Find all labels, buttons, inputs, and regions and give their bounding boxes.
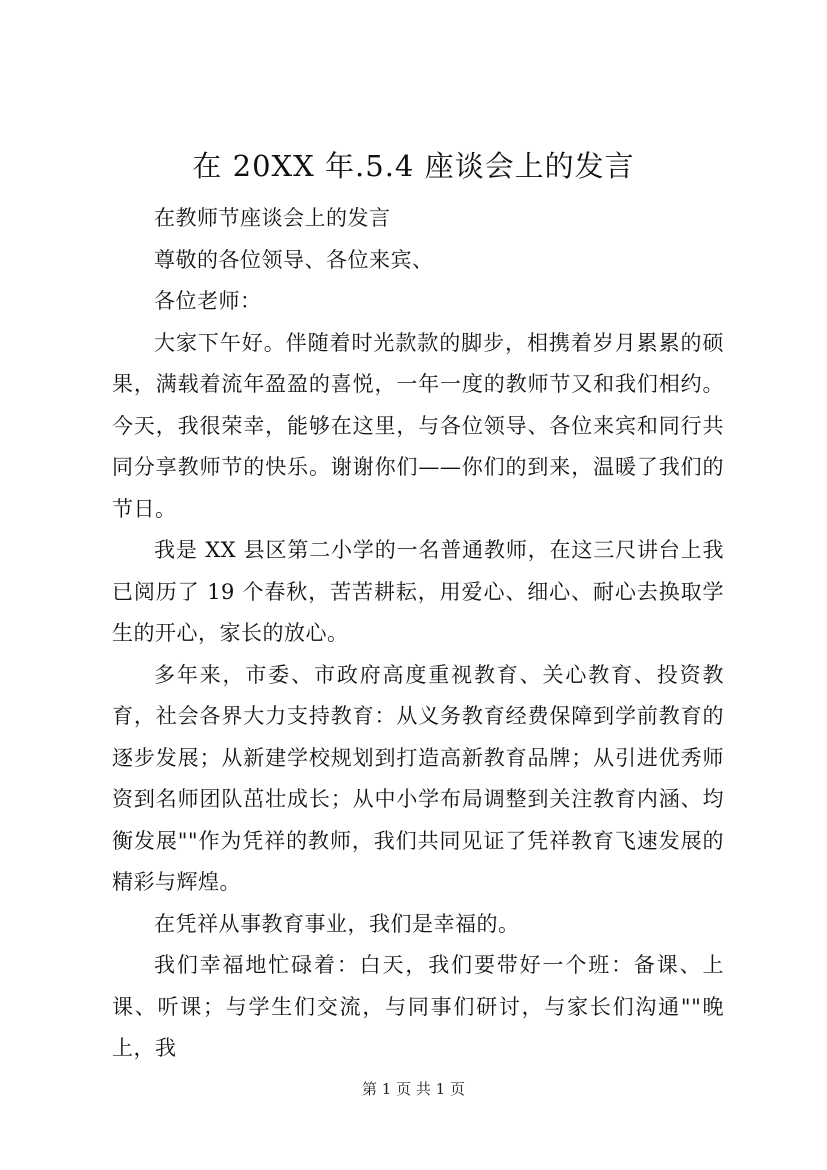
- paragraph-subtitle: 在教师节座谈会上的发言: [154, 206, 391, 230]
- paragraph-salutation-2: 各位老师：: [154, 289, 262, 313]
- paragraph: 我们幸福地忙碌着：白天，我们要带好一个班：备课、上课、听课；与学生们交流，与同事们研讨，与家长们沟通""晚上，我: [112, 953, 724, 1060]
- page-footer: 第 1 页 共 1 页: [362, 1080, 465, 1098]
- paragraph-salutation: 尊敬的各位领导、各位来宾、: [154, 247, 434, 272]
- paragraph: 多年来，市委、市政府高度重视教育、关心教育、投资教育，社会各界大力支持教育：从义务教育经费保障到学前教育的逐步发展；从新建学校规划到打造高新教育品牌；从引进优秀师资到名师团队茁壮成长；从中小学布局调整到关注教育内涵、均衡发展""作为凭祥的教师，我们共同见证了凭祥教育飞速发展的精彩与辉煌。: [112, 662, 724, 894]
- document-body: [112, 198, 724, 1070]
- paragraph: 我是 XX 县区第二小学的一名普通教师，在这三尺讲台上我已阅历了 19 个春秋，苦苦耕耘，用爱心、细心、耐心去换取学生的开心，家长的放心。: [112, 538, 724, 645]
- paragraph: 在凭祥从事教育事业，我们是幸福的。: [154, 911, 520, 936]
- paragraph: 大家下午好。伴随着时光款款的脚步，相携着岁月累累的硕果，满载着流年盈盈的喜悦，一年一度的教师节又和我们相约。今天，我很荣幸，能够在这里，与各位领导、各位来宾和同行共同分享教师节的快乐。谢谢你们——你们的到来，温暖了我们的节日。: [112, 330, 724, 521]
- document-title: 在 20XX 年.5.4 座谈会上的发言: [192, 149, 635, 183]
